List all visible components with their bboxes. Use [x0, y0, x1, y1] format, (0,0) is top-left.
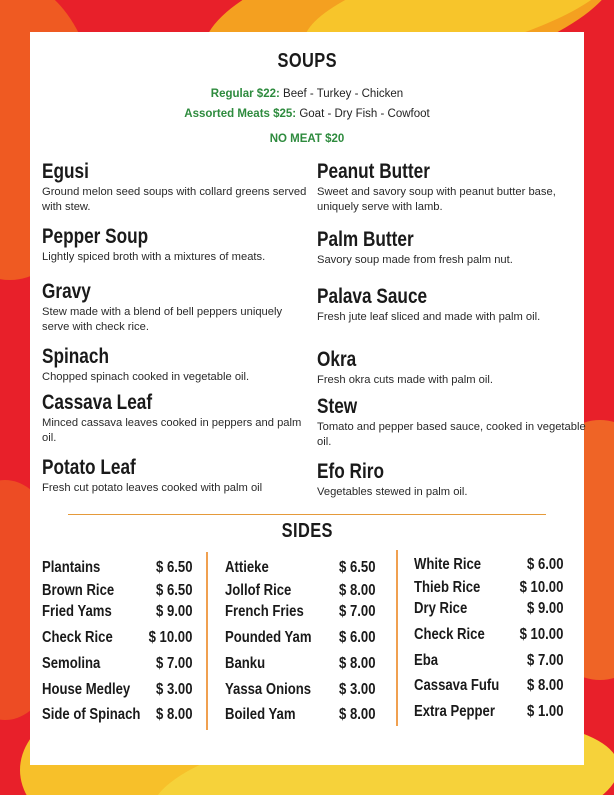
- soup-item: [317, 285, 587, 325]
- side-price: $ 10.00: [148, 629, 192, 646]
- soup-name: Okra: [317, 348, 357, 371]
- soup-item: [317, 460, 587, 500]
- soup-item: [317, 395, 587, 450]
- soup-item: [42, 345, 312, 385]
- regular-price-line: [30, 88, 584, 100]
- side-price: $ 8.00: [526, 677, 563, 694]
- side-price: $ 8.00: [338, 655, 375, 672]
- side-price: $ 8.00: [155, 706, 192, 723]
- side-name: Check Rice: [42, 629, 113, 646]
- soup-item: [42, 160, 312, 215]
- column-divider: [396, 550, 398, 726]
- soup-item: [317, 348, 587, 388]
- assorted-price-label: Assorted Meats $25:: [184, 108, 297, 120]
- regular-meats: Beef - Turkey - Chicken: [279, 88, 404, 100]
- soup-desc: Fresh okra cuts made with palm oil.: [317, 374, 493, 386]
- soup-item: [42, 225, 312, 265]
- side-name: Jollof Rice: [225, 582, 292, 599]
- side-name: Fried Yams: [42, 603, 112, 620]
- soup-desc: Fresh cut potato leaves cooked with palm oil: [42, 482, 263, 494]
- side-name: House Medley: [42, 681, 131, 698]
- soups-title: SOUPS: [277, 50, 337, 72]
- soup-name: Gravy: [42, 280, 91, 303]
- side-price: $ 1.00: [526, 703, 563, 720]
- soup-desc: Tomato and pepper based sauce, cooked in vegetable oil.: [317, 421, 586, 448]
- soup-name: Peanut Butter: [317, 160, 430, 183]
- side-name: Dry Rice: [414, 600, 468, 617]
- soup-desc: Vegetables stewed in palm oil.: [317, 486, 468, 498]
- side-name: French Fries: [225, 603, 304, 620]
- soup-desc: Sweet and savory soup with peanut butter base, uniquely serve with lamb.: [317, 186, 556, 213]
- side-name: Banku: [225, 655, 266, 672]
- soup-name: Palava Sauce: [317, 285, 428, 308]
- side-price: $ 7.00: [526, 652, 563, 669]
- side-name: Brown Rice: [42, 582, 115, 599]
- side-price: $ 6.00: [526, 556, 563, 573]
- side-price: $ 10.00: [519, 579, 563, 596]
- soup-name: Spinach: [42, 345, 109, 368]
- side-name: Extra Pepper: [414, 703, 495, 720]
- side-price: $ 3.00: [338, 681, 375, 698]
- soup-desc: Stew made with a blend of bell peppers uniquely serve with check rice.: [42, 306, 283, 333]
- side-price: $ 6.50: [338, 559, 375, 576]
- side-name: Thieb Rice: [414, 579, 481, 596]
- side-price: $ 3.00: [155, 681, 192, 698]
- side-price: $ 9.00: [526, 600, 563, 617]
- side-name: Side of Spinach: [42, 706, 141, 723]
- soup-desc: Ground melon seed soups with collard greens served with stew.: [42, 186, 307, 213]
- sides-title: SIDES: [281, 520, 333, 542]
- side-price: $ 8.00: [338, 706, 375, 723]
- soup-item: [42, 280, 312, 335]
- side-price: $ 7.00: [155, 655, 192, 672]
- soup-name: Stew: [317, 395, 358, 418]
- assorted-meats: Goat - Dry Fish - Cowfoot: [296, 108, 430, 120]
- soup-item: [317, 228, 587, 268]
- column-divider: [206, 552, 208, 730]
- soup-desc: Minced cassava leaves cooked in peppers and palm oil.: [42, 417, 302, 444]
- soup-name: Palm Butter: [317, 228, 414, 251]
- soup-name: Efo Riro: [317, 460, 384, 483]
- side-name: Semolina: [42, 655, 101, 672]
- side-price: $ 6.00: [338, 629, 375, 646]
- side-price: $ 6.50: [155, 582, 192, 599]
- soup-name: Potato Leaf: [42, 456, 136, 479]
- soup-item: [317, 160, 587, 215]
- regular-price-label: Regular $22:: [210, 88, 280, 100]
- side-price: $ 8.00: [338, 582, 375, 599]
- side-name: White Rice: [414, 556, 482, 573]
- side-name: Boiled Yam: [225, 706, 296, 723]
- soup-item: [42, 456, 312, 496]
- soup-desc: Chopped spinach cooked in vegetable oil.: [42, 371, 250, 383]
- soup-item: [42, 391, 312, 446]
- side-name: Cassava Fufu: [414, 677, 500, 694]
- side-price: $ 9.00: [155, 603, 192, 620]
- soup-name: Pepper Soup: [42, 225, 149, 248]
- no-meat-price: NO MEAT $20: [269, 133, 345, 145]
- assorted-price-line: [30, 108, 584, 120]
- side-name: Pounded Yam: [225, 629, 312, 646]
- side-name: Check Rice: [414, 626, 485, 643]
- soup-desc: Savory soup made from fresh palm nut.: [317, 254, 513, 266]
- soup-desc: Fresh jute leaf sliced and made with palm oil.: [317, 311, 541, 323]
- side-name: Plantains: [42, 559, 101, 576]
- side-price: $ 6.50: [155, 559, 192, 576]
- side-price: $ 7.00: [338, 603, 375, 620]
- side-name: Attieke: [225, 559, 269, 576]
- side-name: Yassa Onions: [225, 681, 312, 698]
- soup-name: Cassava Leaf: [42, 391, 153, 414]
- menu-panel: [30, 32, 584, 765]
- soup-desc: Lightly spiced broth with a mixtures of meats.: [42, 251, 266, 263]
- section-divider: [68, 514, 546, 515]
- side-name: Eba: [414, 652, 439, 669]
- side-price: $ 10.00: [519, 626, 563, 643]
- soup-name: Egusi: [42, 160, 89, 183]
